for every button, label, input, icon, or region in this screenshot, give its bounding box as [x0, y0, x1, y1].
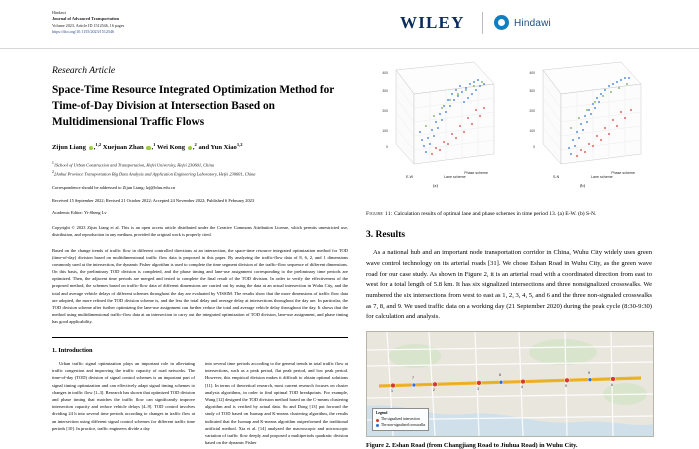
figure-11b-plot — [513, 56, 652, 189]
legend-item-nonsignalized — [376, 423, 425, 428]
axis-label-z-b: S-N — [553, 175, 560, 179]
journal-title: Journal of Advanced Transportation — [52, 16, 120, 22]
wiley-logo: WILEY — [400, 13, 465, 32]
svg-text:5: 5 — [565, 384, 567, 389]
axis-label-y-a: Phase scheme — [464, 171, 488, 175]
figure-11a-plot — [366, 56, 505, 189]
section-rule — [52, 337, 348, 338]
figure-2-map-image — [366, 331, 654, 437]
axis-label-x-b: Lane scheme — [591, 175, 613, 179]
results-paragraph: As a national hub and an important node transportation corridor in China, Wuhu City widely uses green wave control technology on its arterial roads [31]. We chose Eshan Road in Wuhu City, as the green wave road for our case study. As shown in Figure 2, it is an arterial road with a coordinated direction from east to west for a total length of 5.8 km. It has six signalized intersections and three nonsignalized crosswalks. We numbered the six intersections from west to east as 1, 2, 3, 4, 5, and 6 and the three non-signaled crosswalks as 7, 8, and 9. We used traffic data on a working day (21 September 2020) during the peak cycle (8:30-9:30) for calculation and analysis. — [366, 249, 652, 321]
abstract-text: Based on the change trends of traffic flow in different controlled directions at an intersection, the space-time resource integrated optimization method for TOD (time-of-day) division based on multidimensional traffic flow data is proposed in this paper. By analyzing the traffic-flow data of 8, 6, 2, and 1 dimensions commonly used at the intersection, the dynamic Fisher algorithm is used to complete the time segment division of the traffic-flow sequence of different dimensions. On this basis, the preliminary TOD division is completed, and the phase timing and lane-use assignment corresponding to the preliminary time periods are optimized. Then, the adjacent time periods are merged and tested to complete the final result of the TOD division. In order to verify the effectiveness of the proposed method, the schemes based on traffic-flow data of different dimensions are carried out by using the data at an actual intersection in Wuhu City, and the total and average vehicle delays of different schemes throughout the day are evaluated by VISSIM. The results show that the more dimensions of traffic flow data are adopted, the more refined the TOD division scheme is, and the less the total delay and average delay at intersections throughout the day are. In particular, the TOD division scheme after further optimizing the lane-use assignment can further reduce the total and average vehicle delay throughout the day. It shows that the method using multidimensional traffic-flow data at an intersection to carry out the integrated optimization of TOD division, lane-use assignment, and phase timing has good applicability. — [52, 247, 348, 324]
volume-line: Volume 2023, Article ID 1512546, 16 pages — [52, 23, 125, 28]
correspondence: Correspondence should be addressed to Zijun Liang; lzj@hfuu.edu.cn — [52, 185, 175, 191]
masthead — [0, 0, 699, 49]
svg-text:300: 300 — [382, 89, 388, 93]
introduction-body — [52, 360, 348, 446]
introduction-heading: 1. Introduction — [52, 347, 93, 355]
svg-text:0: 0 — [386, 145, 388, 149]
results-heading: 3. Results — [366, 230, 406, 241]
svg-text:300: 300 — [529, 89, 535, 93]
svg-text:4: 4 — [521, 385, 523, 390]
orcid-icon[interactable] — [146, 146, 150, 150]
svg-text:400: 400 — [529, 71, 535, 75]
legend-item-signalized-label: The signalized intersection — [381, 417, 420, 422]
page-title: Space-Time Resource Integrated Optimization Method for Time-of-Day Division at Intersection Based on Multidimensional Traffic Flows — [52, 84, 335, 129]
hindawi-circle-logo-icon — [494, 15, 509, 30]
affiliation-1: $^1$1School of Urban Construction and Transportation, Hefei University, Hefei 230601, China — [52, 160, 214, 168]
article-type: Research Article — [52, 66, 116, 76]
svg-text:3: 3 — [477, 387, 479, 392]
figure-11-caption-text: Calculation results of optimal lane and phase schemes in time period 13. (a) E-W. (b) S-N. — [394, 211, 597, 217]
svg-text:8: 8 — [499, 373, 501, 378]
axis-label-z-a: E-W — [406, 175, 413, 179]
non-signalized-crosswalk-icon — [376, 424, 379, 427]
intro-paragraph-2: into several time periods according to the general trends in total traffic flow at intersections, such as a peak period, flat peak period, and low peak period. However, this empirical division makes it difficult to obtain optimal solutions [11]. In terms of theoretical research, most current research focuses on cluster analysis algorithms, in order to find optimal TOD breakpoints. For example, Wang [12] designed the TOD division method based on the C-means clustering algorithm and is verified by actual data. Su and Dong [13] put forward the study of TOD based on Isomap and K-means clustering algorithm, the results indicated that the Isomap and K-means algorithm outperformed the traditional artificial method. Xia et al. [14] analyzed the macroscopic and microscopic variation of traffic flow deeply and proposed a multiperiods quadratic division based on the dynamic Fisher — [205, 361, 348, 446]
scatter-3d-sn — [513, 56, 652, 189]
copyright-notice: Copyright © 2023 Zijun Liang et al. This is an open access article distributed under the Creative Commons Attribution License, which permits unrestricted use, distribution, and reproduction in any medium, provided the original work is properly cited. — [52, 224, 348, 237]
figure-11 — [366, 56, 652, 206]
intro-paragraph-1: Urban traffic signal optimization plays an important role in alleviating traffic congestion and improving the traffic capacity of road networks. The time-of-day (TOD) division of signal control schemes is an important part of signal timing optimization and can effectively adapt signal timing schemes to changes in traffic flow [1–3]. Research has shown that optimized TOD division and phase timing that matches the traffic flow can significantly improve intersection capacity and reduce vehicle delays [4–9]. TOD control involves dividing 24 h into several time periods according to changes in traffic flow at an intersection using different signal control schemes for different traffic time periods [10]. In practice, traffic engineers divide a day — [52, 361, 195, 431]
right-column — [366, 56, 652, 449]
svg-text:400: 400 — [382, 71, 388, 75]
svg-text:6: 6 — [611, 383, 613, 388]
figure-11a-sublabel: (a) — [433, 183, 438, 188]
left-column — [52, 66, 348, 446]
svg-text:100: 100 — [529, 129, 535, 133]
svg-text:7: 7 — [412, 376, 414, 381]
publication-dates: Received 15 September 2022; Revised 21 October 2022; Accepted 24 November 2022; Published 6 February 2023 — [52, 198, 255, 204]
legend-title: Legend — [376, 410, 388, 415]
affiliation-2-text: 2Anhui Province Transportation Big Data Analysis and Application Engineering Laboratory, Hefei 230601, China — [53, 171, 256, 177]
affiliation-2: $^2$2Anhui Province Transportation Big Data Analysis and Application Engineering Laboratory, Hefei 230601, China — [52, 170, 256, 177]
figure-11-caption-label: Figure 11: — [366, 211, 393, 217]
orcid-icon[interactable] — [188, 146, 192, 150]
svg-text:9: 9 — [588, 371, 590, 376]
figure-11b-sublabel: (b) — [579, 183, 585, 188]
publisher-name: Hindawi — [52, 10, 67, 15]
svg-text:200: 200 — [529, 109, 535, 113]
figure-2 — [366, 331, 652, 449]
svg-text:2: 2 — [433, 388, 435, 393]
axis-label-x-a: Lane scheme — [444, 175, 466, 179]
hindawi-wordmark: Hindawi — [514, 18, 551, 29]
map-legend — [372, 408, 429, 431]
signalized-intersection-icon — [376, 419, 379, 422]
svg-text:100: 100 — [382, 129, 388, 133]
academic-editor: Academic Editor: Yi-Sheng Lv — [52, 210, 107, 216]
masthead-journal-info — [52, 10, 292, 36]
axis-label-y-b: Phase scheme — [611, 171, 635, 175]
svg-text:0: 0 — [533, 145, 535, 149]
figure-11-caption — [366, 210, 652, 218]
svg-text:1: 1 — [391, 389, 393, 394]
affiliation-1-text: 1School of Urban Construction and Transportation, Hefei University, Hefei 230601, China — [53, 162, 214, 168]
doi-link[interactable]: https://doi.org/10.1155/2023/1512546 — [52, 29, 115, 35]
orcid-icon[interactable] — [89, 146, 93, 150]
scatter-3d-ew — [366, 56, 505, 189]
author-list: Zijun Liang ,$^{1,2}$ Xuejuan Zhan ,$^1$ Wei Kong ,$^2$ and Yun Xiao$^{1,2}$ — [52, 142, 243, 152]
svg-text:200: 200 — [382, 109, 388, 113]
figure-2-caption: Figure 2. Eshan Road (from Changjiang Road to Jiuhua Road) in Wuhu City. — [366, 442, 578, 449]
legend-item-nonsignalized-label: The non-signalized crosswalks — [381, 422, 426, 427]
masthead-divider — [482, 12, 483, 34]
